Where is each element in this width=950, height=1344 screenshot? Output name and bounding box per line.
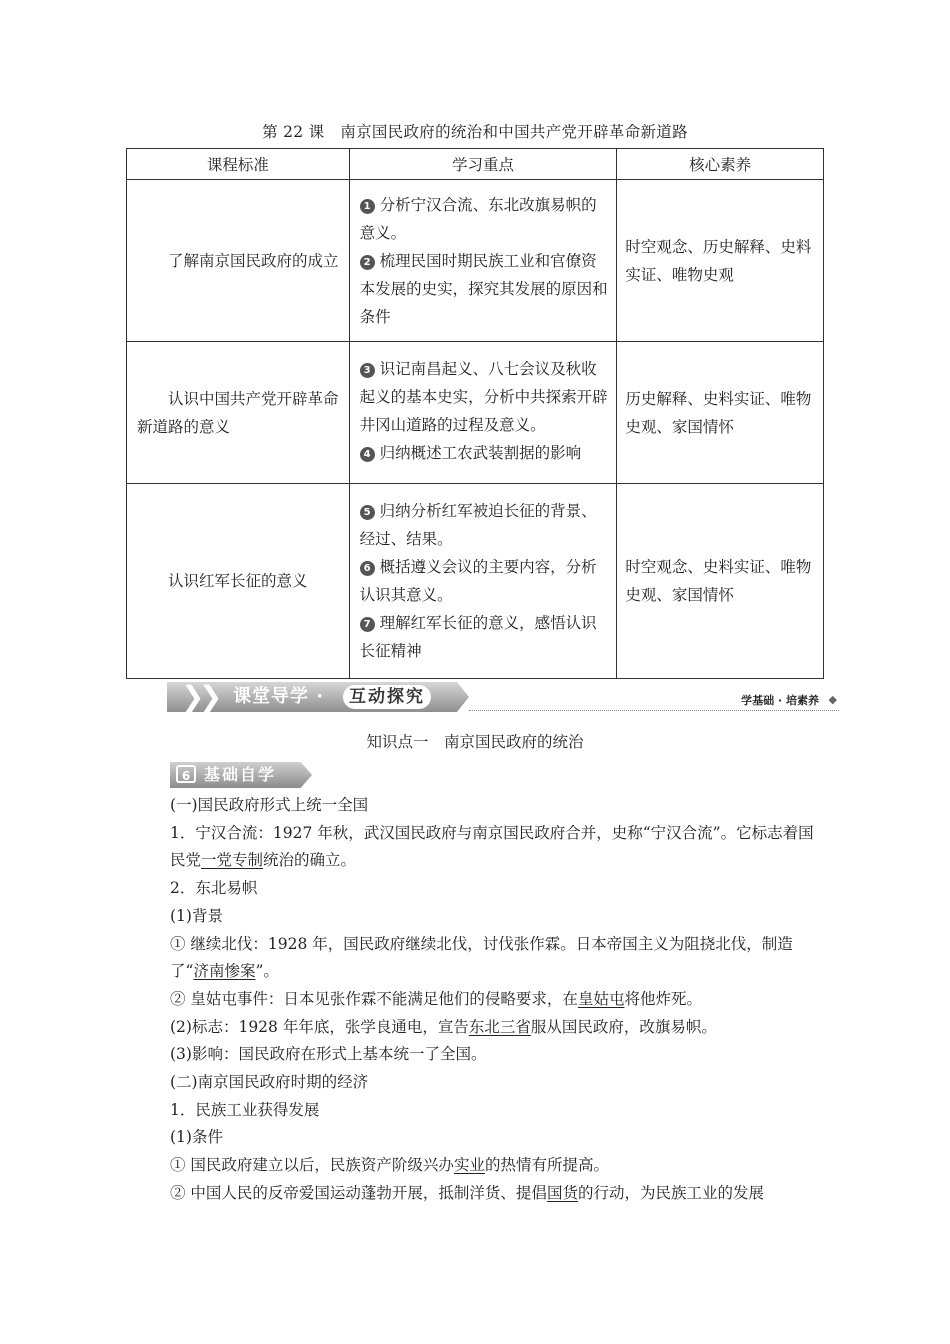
underlined-term: 济南惨案 — [193, 962, 256, 981]
number-badge-icon: 3 — [360, 363, 375, 378]
focus-item — [360, 609, 609, 665]
number-badge-icon: 2 — [360, 255, 375, 270]
banner-subtitle: 互动探究 — [343, 685, 431, 709]
underlined-term: 皇姑屯 — [577, 989, 625, 1008]
underlined-term: 一党专制 — [201, 851, 264, 870]
text-run: ① 继续北伐：1928 年，国民政府继续北伐，讨伐张作霖。日本帝国主义为阻挠北伐，制造了“ — [170, 934, 793, 981]
header-focus: 学习重点 — [349, 149, 617, 180]
underlined-term: 国货 — [546, 1183, 578, 1202]
paragraph: (一)国民政府形式上统一全国 — [170, 796, 369, 814]
banner-title — [233, 682, 324, 712]
paragraph — [138, 1180, 818, 1208]
text-run: ② 中国人民的反帝爱国运动蓬勃开展，抵制洋货、提倡 — [170, 1183, 547, 1202]
focus-cell — [349, 180, 617, 342]
paragraph: 2．东北易帜 — [170, 879, 258, 898]
text-run: 统治的确立。 — [263, 851, 357, 870]
section-title: 知识点一 南京国民政府的统治 — [366, 733, 584, 751]
number-badge-icon: 6 — [360, 561, 375, 576]
text-run: 的热情有所提高。 — [484, 1156, 609, 1175]
chevron-right-icon: ❯ — [199, 680, 223, 713]
focus-text: 梳理民国时期民族工业和官僚资本发展的史实，探究其发展的原因和条件 — [359, 251, 608, 326]
number-badge-icon: 1 — [360, 199, 375, 214]
table-row — [127, 342, 824, 484]
header-core: 核心素养 — [617, 149, 824, 180]
underlined-term: 实业 — [453, 1156, 485, 1175]
focus-text: 归纳分析红军被迫长征的背景、经过、结果。 — [359, 502, 597, 548]
paragraph — [138, 820, 818, 875]
standard-cell: 了解南京国民政府的成立 — [127, 180, 350, 342]
focus-cell — [349, 342, 617, 484]
paragraph: (1)背景 — [170, 906, 223, 925]
focus-text: 归纳概述工农武装割据的影响 — [379, 443, 582, 462]
focus-item — [360, 497, 609, 553]
banner-dotted-line — [469, 710, 839, 711]
paragraph: (3)影响：国民政府在形式上基本统一了全国。 — [170, 1045, 487, 1064]
text-run: (2)标志：1928 年年底，张学良通电，宣告 — [170, 1017, 469, 1036]
number-badge-icon: 7 — [360, 617, 375, 632]
subheading-badge — [170, 762, 312, 790]
banner-title-text: 课堂导学 — [233, 686, 309, 707]
text-run: 服从国民政府，改旗易帜。 — [530, 1017, 717, 1036]
core-cell: 历史解释、史料实证、唯物史观、家国情怀 — [617, 342, 824, 484]
curriculum-table — [126, 148, 824, 679]
text-run: 1．宁汉合流：1927 年秋，武汉国民政府与南京国民政府合并，史称“宁汉合流”。它标志着国民党 — [170, 823, 814, 870]
focus-cell — [349, 484, 617, 679]
focus-item — [360, 247, 609, 331]
paragraph: (1)条件 — [170, 1128, 223, 1147]
text-run: ”。 — [255, 962, 279, 981]
focus-text: 理解红军长征的意义，感悟认识长征精神 — [359, 614, 597, 660]
paragraph — [138, 931, 818, 986]
table-row — [127, 484, 824, 679]
paragraph — [138, 1014, 818, 1042]
focus-item — [360, 355, 609, 439]
focus-text: 概括遵义会议的主要内容，分析认识其意义。 — [359, 558, 597, 604]
text-run: ① 国民政府建立以后，民族资产阶级兴办 — [170, 1156, 454, 1175]
focus-item — [360, 553, 609, 609]
subheading-text: 基础自学 — [204, 765, 277, 784]
paragraph: (二)南京国民政府时期的经济 — [170, 1073, 369, 1092]
paragraph: 1．民族工业获得发展 — [170, 1100, 320, 1119]
focus-text: 分析宁汉合流、东北改旗易帜的意义。 — [359, 195, 597, 242]
chevron-right-icon: ❯ — [181, 680, 205, 713]
paragraph — [138, 986, 818, 1014]
focus-item — [360, 191, 609, 247]
focus-text: 识记南昌起义、八七会议及秋收起义的基本史实，分析中共探索开辟井冈山道路的过程及意义。 — [359, 359, 608, 434]
focus-item — [360, 439, 609, 467]
core-cell: 时空观念、史料实证、唯物史观、家国情怀 — [617, 484, 824, 679]
diamond-icon: ◆ — [828, 693, 837, 706]
lesson-title: 第 22 课 南京国民政府的统治和中国共产党开辟革命新道路 — [262, 123, 688, 141]
header-standard: 课程标准 — [127, 149, 350, 180]
table-row — [127, 180, 824, 342]
body-text — [138, 792, 818, 1208]
standard-cell: 认识中国共产党开辟革命新道路的意义 — [127, 342, 350, 484]
banner-dot: · — [316, 686, 325, 707]
text-run: ② 皇姑屯事件：日本见张作霖不能满足他们的侵略要求，在 — [170, 989, 578, 1008]
banner-tagline: 学基础 · 培素养 — [741, 694, 819, 707]
book-icon: 6 — [176, 765, 196, 783]
number-badge-icon: 5 — [360, 505, 375, 520]
paragraph — [138, 1152, 818, 1180]
text-run: 的行动，为民族工业的发展 — [577, 1183, 764, 1202]
number-badge-icon: 4 — [360, 447, 375, 462]
core-cell: 时空观念、历史解释、史料实证、唯物史观 — [617, 180, 824, 342]
standard-cell: 认识红军长征的意义 — [127, 484, 350, 679]
underlined-term: 东北三省 — [468, 1017, 531, 1036]
section-banner — [167, 680, 839, 716]
text-run: 将他炸死。 — [624, 989, 702, 1008]
table-header-row — [127, 149, 824, 180]
